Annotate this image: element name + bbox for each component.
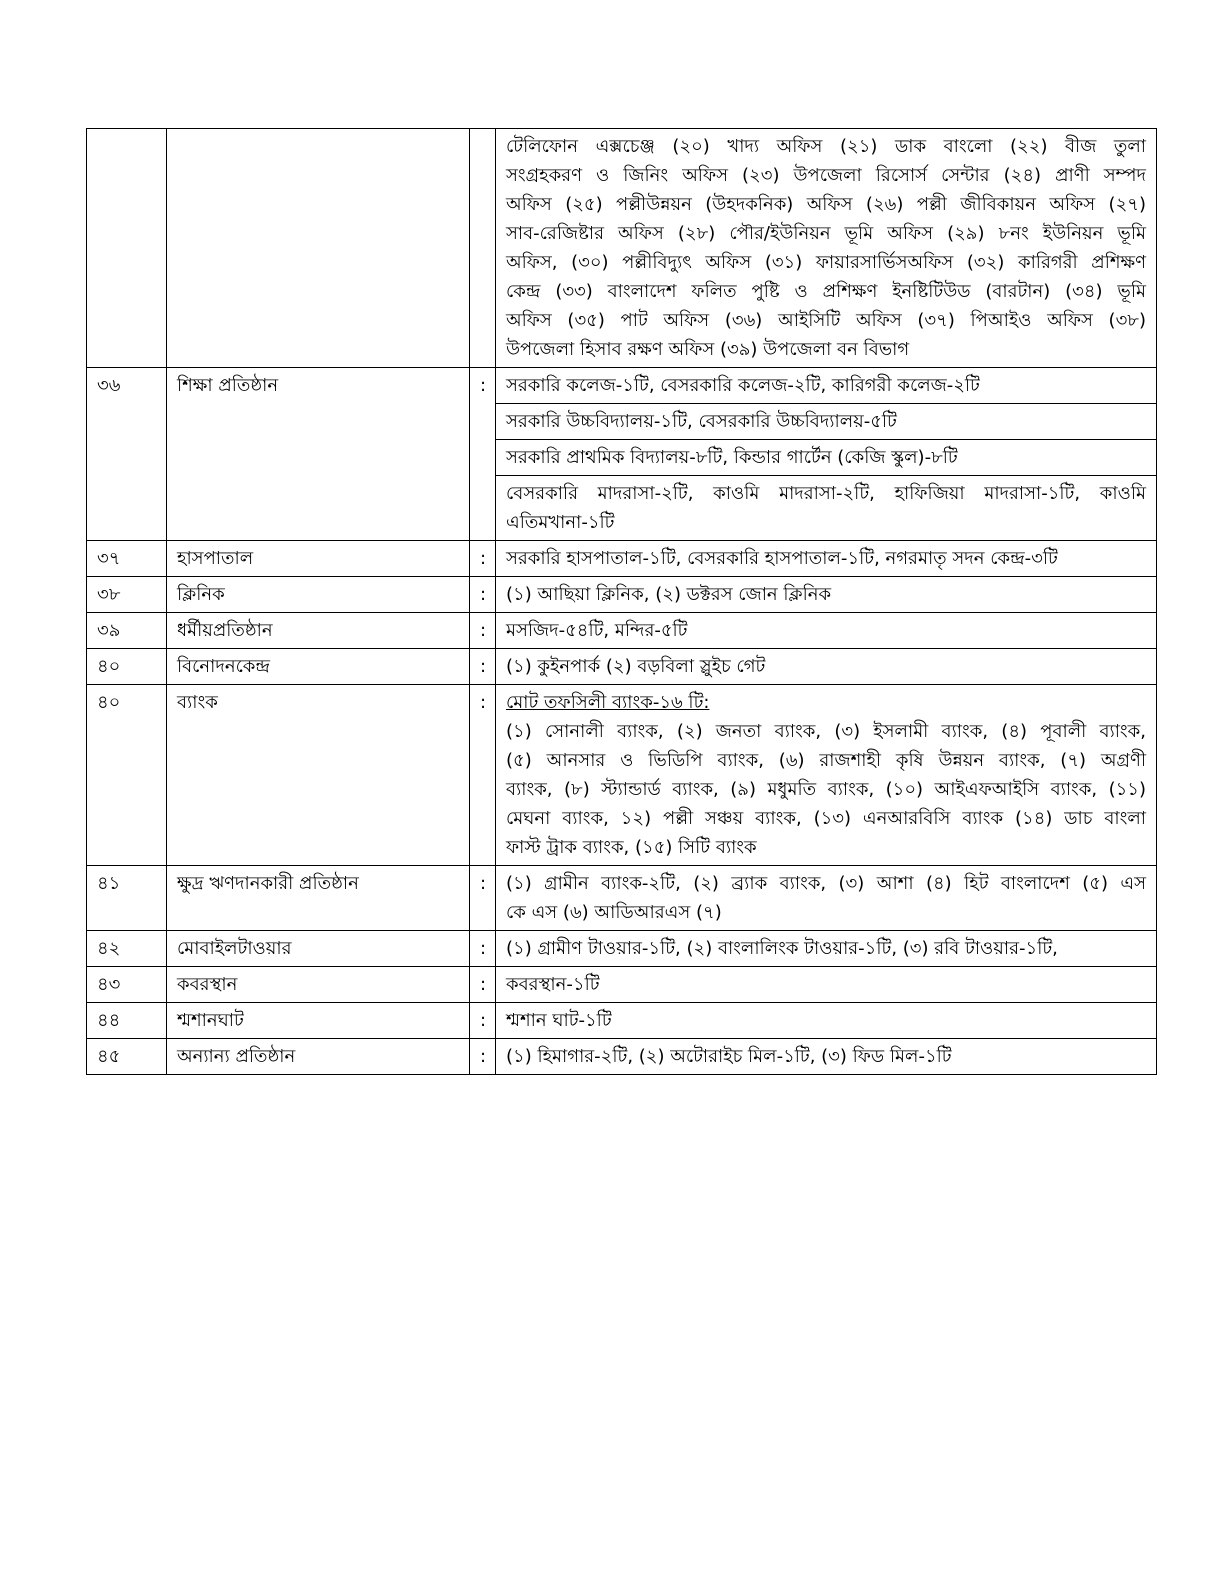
details-cell xyxy=(496,129,1157,368)
serial-cell: ৪৩ xyxy=(87,967,167,1003)
colon-cell: : xyxy=(470,613,496,649)
colon-cell: : xyxy=(470,577,496,613)
item-cell xyxy=(167,129,470,368)
details-line: অফিস (৩৫) পাট অফিস (৩৬) আইসিটি অফিস (৩৭) পিআইও অফিস (৩৮) xyxy=(506,310,1146,331)
details-cell xyxy=(496,577,1157,613)
table-row xyxy=(87,931,1157,967)
colon-cell: : xyxy=(470,541,496,577)
serial-cell: ৩৬ xyxy=(87,368,167,541)
item-cell: বিনোদনকেন্দ্র xyxy=(167,649,470,685)
details-line: (১) কুইনপার্ক (২) বড়বিলা স্লুইচ গেট xyxy=(506,656,766,677)
colon-cell xyxy=(470,129,496,368)
details-line: সরকারি প্রাথমিক বিদ্যালয়-৮টি, কিন্ডার গার্টেন (কেজি স্কুল)-৮টি xyxy=(506,447,958,468)
details-line: কে এস (৬) আডিআরএস (৭) xyxy=(506,902,722,923)
details-cell xyxy=(496,1039,1157,1075)
details-line: (১) হিমাগার-২টি, (২) অটোরাইচ মিল-১টি, (৩) ফিড মিল-১টি xyxy=(506,1046,952,1067)
serial-cell xyxy=(87,129,167,368)
facilities-table xyxy=(86,128,1157,1075)
table-row xyxy=(87,1003,1157,1039)
serial-cell: ৪০ xyxy=(87,649,167,685)
table-row xyxy=(87,577,1157,613)
details-cell xyxy=(496,476,1157,541)
serial-cell: ৩৭ xyxy=(87,541,167,577)
serial-cell: ৪০ xyxy=(87,685,167,866)
details-heading: মোট তফসিলী ব্যাংক-১৬ টি: xyxy=(506,692,710,713)
details-line: কবরস্থান-১টি xyxy=(506,974,600,995)
colon-cell: : xyxy=(470,685,496,866)
colon-cell: : xyxy=(470,866,496,931)
item-cell: কবরস্থান xyxy=(167,967,470,1003)
serial-cell: ৪১ xyxy=(87,866,167,931)
table-row xyxy=(87,368,1157,404)
colon-cell: : xyxy=(470,368,496,541)
details-line: সরকারি উচ্চবিদ্যালয়-১টি, বেসরকারি উচ্চবিদ্যালয়-৫টি xyxy=(506,411,897,432)
details-cell xyxy=(496,649,1157,685)
details-line: অফিস (২৫) পল্লীউন্নয়ন (উহদকনিক) অফিস (২৬) পল্লী জীবিকায়ন অফিস (২৭) xyxy=(506,194,1146,215)
details-line: ব্যাংক, (৮) স্ট্যান্ডার্ড ব্যাংক, (৯) মধুমতি ব্যাংক, (১০) আইএফআইসি ব্যাংক, (১১) xyxy=(506,779,1146,800)
serial-cell: ৪৫ xyxy=(87,1039,167,1075)
item-cell: ক্ষুদ্র ঋণদানকারী প্রতিষ্ঠান xyxy=(167,866,470,931)
item-cell: ব্যাংক xyxy=(167,685,470,866)
details-cell xyxy=(496,613,1157,649)
serial-cell: ৪৪ xyxy=(87,1003,167,1039)
details-line: উপজেলা হিসাব রক্ষণ অফিস (৩৯) উপজেলা বন বিভাগ xyxy=(506,339,910,360)
serial-cell: ৩৯ xyxy=(87,613,167,649)
details-line: শ্মশান ঘাট-১টি xyxy=(506,1010,612,1031)
details-line: সরকারি হাসপাতাল-১টি, বেসরকারি হাসপাতাল-১টি, নগরমাতৃ সদন কেন্দ্র-৩টি xyxy=(506,548,1058,569)
details-line: বেসরকারি মাদরাসা-২টি, কাওমি মাদরাসা-২টি, হাফিজিয়া মাদরাসা-১টি, কাওমি xyxy=(506,483,1146,504)
item-cell: শ্মশানঘাট xyxy=(167,1003,470,1039)
details-line: সরকারি কলেজ-১টি, বেসরকারি কলেজ-২টি, কারিগরী কলেজ-২টি xyxy=(506,375,980,396)
colon-cell: : xyxy=(470,1003,496,1039)
details-line: সংগ্রহকরণ ও জিনিং অফিস (২৩) উপজেলা রিসোর্স সেন্টার (২৪) প্রাণী সম্পদ xyxy=(506,165,1146,186)
details-cell xyxy=(496,931,1157,967)
details-line: মসজিদ-৫৪টি, মন্দির-৫টি xyxy=(506,620,688,641)
details-cell xyxy=(496,440,1157,476)
colon-cell: : xyxy=(470,967,496,1003)
details-line: (৫) আনসার ও ভিডিপি ব্যাংক, (৬) রাজশাহী কৃষি উন্নয়ন ব্যাংক, (৭) অগ্রণী xyxy=(506,750,1146,771)
serial-cell: ৩৮ xyxy=(87,577,167,613)
details-cell xyxy=(496,866,1157,931)
table-row xyxy=(87,129,1157,368)
colon-cell: : xyxy=(470,931,496,967)
details-line: টেলিফোন এক্সচেঞ্জ (২০) খাদ্য অফিস (২১) ডাক বাংলো (২২) বীজ তুলা xyxy=(506,136,1146,157)
item-cell: হাসপাতাল xyxy=(167,541,470,577)
details-cell xyxy=(496,685,1157,866)
item-cell: শিক্ষা প্রতিষ্ঠান xyxy=(167,368,470,541)
details-cell xyxy=(496,404,1157,440)
details-cell xyxy=(496,368,1157,404)
item-cell: মোবাইলটাওয়ার xyxy=(167,931,470,967)
colon-cell: : xyxy=(470,1039,496,1075)
details-line: সাব-রেজিষ্টার অফিস (২৮) পৌর/ইউনিয়ন ভূমি অফিস (২৯) ৮নং ইউনিয়ন ভূমি xyxy=(506,223,1146,244)
details-line: (১) আছিয়া ক্লিনিক, (২) ডক্টরস জোন ক্লিনিক xyxy=(506,584,832,605)
table-row xyxy=(87,866,1157,931)
details-line: (১) সোনালী ব্যাংক, (২) জনতা ব্যাংক, (৩) ইসলামী ব্যাংক, (৪) পূবালী ব্যাংক, xyxy=(506,721,1146,742)
serial-cell: ৪২ xyxy=(87,931,167,967)
details-line: মেঘনা ব্যাংক, ১২) পল্লী সঞ্চয় ব্যাংক, (১৩) এনআরবিসি ব্যাংক (১৪) ডাচ বাংলা xyxy=(506,808,1146,829)
details-cell xyxy=(496,541,1157,577)
item-cell: ক্লিনিক xyxy=(167,577,470,613)
table-row xyxy=(87,541,1157,577)
details-line: (১) গ্রামীণ টাওয়ার-১টি, (২) বাংলালিংক টাওয়ার-১টি, (৩) রবি টাওয়ার-১টি, xyxy=(506,938,1058,959)
details-line: (১) গ্রামীন ব্যাংক-২টি, (২) ব্র্যাক ব্যাংক, (৩) আশা (৪) হিট বাংলাদেশ (৫) এস xyxy=(506,873,1146,894)
table-row xyxy=(87,967,1157,1003)
item-cell: ধর্মীয়প্রতিষ্ঠান xyxy=(167,613,470,649)
table-row xyxy=(87,685,1157,866)
item-cell: অন্যান্য প্রতিষ্ঠান xyxy=(167,1039,470,1075)
details-line: কেন্দ্র (৩৩) বাংলাদেশ ফলিত পুষ্টি ও প্রশিক্ষণ ইনষ্টিটিউড (বারটান) (৩৪) ভূমি xyxy=(506,281,1146,302)
details-line: এতিমখানা-১টি xyxy=(506,512,615,533)
table-row xyxy=(87,1039,1157,1075)
table-row xyxy=(87,649,1157,685)
details-line: অফিস, (৩০) পল্লীবিদ্যুৎ অফিস (৩১) ফায়ারসার্ভিসঅফিস (৩২) কারিগরী প্রশিক্ষণ xyxy=(506,252,1146,273)
details-line: ফাস্ট ট্রাক ব্যাংক, (১৫) সিটি ব্যাংক xyxy=(506,837,757,858)
details-cell xyxy=(496,967,1157,1003)
details-cell xyxy=(496,1003,1157,1039)
table-row xyxy=(87,613,1157,649)
colon-cell: : xyxy=(470,649,496,685)
